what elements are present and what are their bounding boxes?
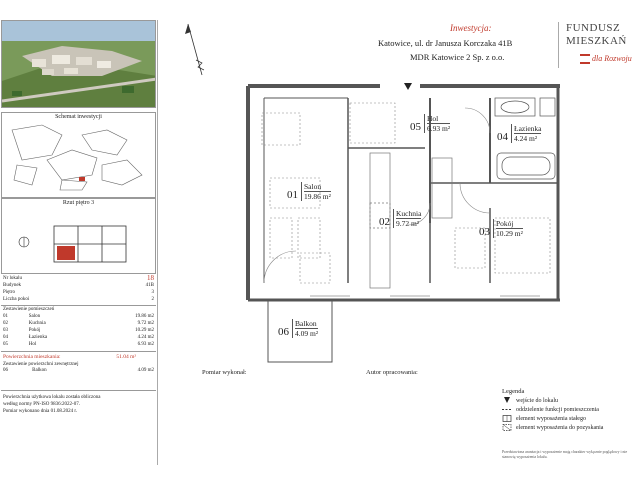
schemat-title: Schemat inwestycji — [55, 114, 102, 120]
floor-title: Rzut piętro 3 — [62, 200, 95, 206]
table-row: 06 Balkon 4.09 m2 — [3, 368, 154, 373]
brand-mark-icon — [580, 54, 590, 64]
room-label-pokoj: 03 Pokój 10.29 m² — [479, 219, 523, 238]
ext-header: Zestawienie powierzchni zewnętrznej — [3, 362, 79, 367]
brand-subtitle: dla Rozwoju — [580, 54, 632, 64]
north-arrow-icon — [180, 20, 210, 80]
room-label-salon: 01 Salon 19.86 m² — [287, 182, 331, 201]
legend-item: wejście do lokalu — [502, 396, 638, 405]
unit-number-label: Nr lokalu — [3, 276, 23, 281]
divider — [157, 20, 158, 465]
legend-note: Przedstawiona aranżacja i wyposażenie mają charakter wyłącznie poglądowy i nie stanowią wyposażenia lokalu. — [502, 450, 628, 459]
fixed-equipment-icon — [502, 415, 512, 422]
entrance-arrow-icon — [404, 83, 412, 90]
author-label: Autor opracowania: — [366, 369, 418, 376]
table-row: 02 Kuchnia 9.72 m2 — [3, 321, 154, 326]
aerial-photo — [1, 20, 156, 108]
dashed-line-icon — [502, 406, 512, 413]
room-label-kuchnia: 02 Kuchnia 9.72 m² — [379, 209, 422, 228]
entrance-arrow-icon — [502, 397, 512, 404]
rooms-header: Zestawienie pomieszczeń — [1, 305, 156, 313]
legend-title: Legenda — [502, 388, 525, 395]
site-plan-diagram — [2, 120, 155, 194]
total-area-value: 51.04 m² — [116, 354, 136, 360]
investment-label: Inwestycja: — [450, 23, 492, 33]
legend-item: element wyposażenia do pozyskania — [502, 423, 638, 432]
table-row: 03 Pokój 10.29 m2 — [3, 328, 154, 333]
unit-number-value: 18 — [147, 274, 154, 282]
legend-item: element wyposażenia stałego — [502, 414, 638, 423]
floor-plan-thumbnail — [1, 198, 156, 274]
table-row: Budynek 41B — [3, 283, 154, 288]
investment-schema — [1, 112, 156, 198]
measure-label: Pomiar wykonał: — [202, 369, 247, 376]
total-area-label: Powierzchnia mieszkania: — [3, 354, 61, 360]
legend-item: oddzielenie funkcji pomieszczenia — [502, 405, 638, 414]
divider — [558, 22, 559, 68]
room-label-hol: 05 Hol 6.93 m² — [410, 114, 451, 133]
table-row: 04 Łazienka 4.24 m2 — [3, 335, 154, 340]
room-label-lazienka: 04 Łazienka 4.24 m² — [497, 124, 542, 143]
area-footnote: Powierzchnia użytkowa lokalu została obliczona według normy PN-ISO 9836:2022-07. Pomiar wykonano dnia 01.08.2024 r. — [1, 390, 156, 418]
table-row: 05 Hol 6.93 m2 — [3, 342, 154, 347]
total-area-row — [1, 351, 156, 362]
optional-equipment-icon — [502, 424, 512, 431]
investment-address: Katowice, ul. dr Janusza Korczaka 41B — [378, 38, 513, 48]
brand-logo: FUNDUSZ MIESZKAŃ — [566, 22, 627, 47]
unit-info-table — [1, 275, 156, 418]
table-row: 01 Salon 19.86 m2 — [3, 314, 154, 319]
room-label-balkon: 06 Balkon 4.09 m² — [278, 319, 319, 338]
table-row: Piętro 3 — [3, 290, 154, 295]
table-row — [1, 275, 156, 282]
investment-company: MDR Katowice 2 Sp. z o.o. — [410, 52, 505, 62]
table-row: Liczba pokoi 2 — [3, 297, 154, 302]
